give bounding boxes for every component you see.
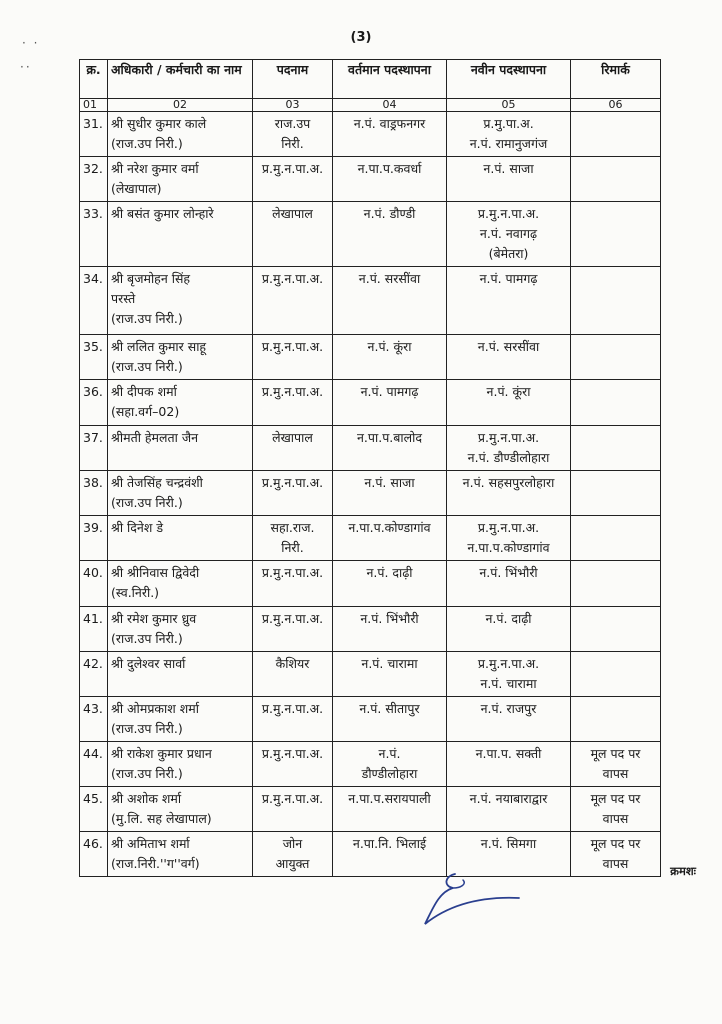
cell-current-posting-line: न.पं. कूंरा bbox=[367, 339, 412, 354]
cell-remark-line: वापस bbox=[602, 766, 629, 781]
header-designation: पदनाम bbox=[253, 60, 333, 99]
cell-new-posting bbox=[447, 652, 571, 697]
cell-designation bbox=[253, 516, 333, 561]
cell-current-posting-line: न.पं. वाड्रफनगर bbox=[353, 116, 426, 131]
cell-name-line: (मु.लि. सह लेखापाल) bbox=[111, 811, 212, 826]
cell-name-line: श्री सुधीर कुमार काले bbox=[111, 116, 207, 131]
header-remark: रिमार्क bbox=[571, 60, 661, 99]
cell-new-posting bbox=[447, 697, 571, 742]
cell-new-posting bbox=[447, 157, 571, 202]
cell-name bbox=[108, 426, 253, 471]
cell-new-posting bbox=[447, 267, 571, 335]
cell-designation-line: प्र.मु.न.पा.अ. bbox=[261, 565, 324, 580]
cell-current-posting bbox=[333, 426, 447, 471]
cell-name bbox=[108, 787, 253, 832]
scan-speck: ·· bbox=[20, 60, 32, 74]
cell-name-line: श्री अशोक शर्मा bbox=[111, 791, 182, 806]
cell-name-line: श्री अमिताभ शर्मा bbox=[111, 836, 190, 851]
cell-new-posting bbox=[447, 516, 571, 561]
cell-new-posting bbox=[447, 742, 571, 787]
cell-current-posting bbox=[333, 516, 447, 561]
cell-name bbox=[108, 516, 253, 561]
cell-new-posting bbox=[447, 112, 571, 157]
cell-designation-line: निरी. bbox=[281, 540, 304, 555]
column-number: 04 bbox=[333, 99, 447, 112]
cell-new-posting bbox=[447, 607, 571, 652]
cell-name-line: परस्ते bbox=[111, 291, 136, 306]
cell-name-line: श्री बृजमोहन सिंह bbox=[111, 271, 191, 286]
cell-serial: 33. bbox=[80, 202, 108, 267]
cell-remark bbox=[571, 267, 661, 335]
cell-designation-line: प्र.मु.न.पा.अ. bbox=[261, 384, 324, 399]
cell-name-line: (लेखापाल) bbox=[111, 181, 162, 196]
cell-serial: 41. bbox=[80, 607, 108, 652]
cell-current-posting-line: न.पं. सीतापुर bbox=[359, 701, 420, 716]
cell-remark bbox=[571, 380, 661, 426]
cell-new-posting bbox=[447, 335, 571, 380]
cell-current-posting bbox=[333, 787, 447, 832]
cell-designation-line: प्र.मु.न.पा.अ. bbox=[261, 161, 324, 176]
cell-current-posting bbox=[333, 652, 447, 697]
cell-new-posting-line: न.पा.प. सक्ती bbox=[475, 746, 542, 761]
cell-serial: 45. bbox=[80, 787, 108, 832]
table-row bbox=[80, 267, 661, 335]
cell-serial: 35. bbox=[80, 335, 108, 380]
column-number: 05 bbox=[447, 99, 571, 112]
cell-designation-line: राज.उप bbox=[274, 116, 311, 131]
cell-name-line: श्री श्रीनिवास द्विवेदी bbox=[111, 565, 200, 580]
table-row bbox=[80, 426, 661, 471]
cell-new-posting-line: न.पं. साजा bbox=[483, 161, 534, 176]
cell-new-posting-line: न.पं. सहसपुरलोहारा bbox=[462, 475, 555, 490]
table-body bbox=[80, 112, 661, 877]
cell-name-line: श्री नरेश कुमार वर्मा bbox=[111, 161, 199, 176]
cell-current-posting-line: न.पं. भिंभौरी bbox=[360, 611, 419, 626]
cell-current-posting-line: न.पा.प.बालोद bbox=[356, 430, 423, 445]
cell-new-posting bbox=[447, 380, 571, 426]
cell-current-posting-line: न.पं. साजा bbox=[364, 475, 415, 490]
table-row bbox=[80, 652, 661, 697]
cell-current-posting bbox=[333, 380, 447, 426]
cell-new-posting-line: प्र.मु.न.पा.अ. bbox=[477, 206, 540, 221]
cell-current-posting-line: न.पा.नि. भिलाई bbox=[352, 836, 427, 851]
scan-speck: · · bbox=[22, 36, 40, 50]
table-row bbox=[80, 380, 661, 426]
cell-remark bbox=[571, 742, 661, 787]
cell-new-posting-line: न.पं. चारामा bbox=[480, 676, 537, 691]
cell-name bbox=[108, 202, 253, 267]
cell-remark bbox=[571, 471, 661, 516]
header-current-posting: वर्तमान पदस्थापना bbox=[333, 60, 447, 99]
cell-name bbox=[108, 335, 253, 380]
cell-name bbox=[108, 742, 253, 787]
cell-name-line: (राज.उप निरी.) bbox=[111, 495, 183, 510]
cell-current-posting-line: न.पं. पामगढ़ bbox=[360, 384, 419, 399]
cell-new-posting bbox=[447, 561, 571, 607]
cell-remark bbox=[571, 157, 661, 202]
cell-designation-line: प्र.मु.न.पा.अ. bbox=[261, 701, 324, 716]
cell-designation bbox=[253, 652, 333, 697]
cell-remark bbox=[571, 202, 661, 267]
cell-name-line: श्री रमेश कुमार ध्रुव bbox=[111, 611, 197, 626]
cell-new-posting bbox=[447, 426, 571, 471]
cell-designation bbox=[253, 832, 333, 877]
cell-designation bbox=[253, 267, 333, 335]
cell-remark bbox=[571, 697, 661, 742]
cell-name-line: श्रीमती हेमलता जैन bbox=[111, 430, 199, 445]
continued-label: क्रमशः bbox=[670, 864, 696, 878]
table-row bbox=[80, 787, 661, 832]
cell-current-posting bbox=[333, 697, 447, 742]
cell-current-posting bbox=[333, 742, 447, 787]
cell-new-posting-line: प्र.मु.न.पा.अ. bbox=[477, 656, 540, 671]
cell-new-posting-line: (बेमेतरा) bbox=[488, 246, 529, 261]
cell-current-posting-line: न.पं. सरसींवा bbox=[358, 271, 421, 286]
cell-new-posting-line: न.पं. दाढ़ी bbox=[485, 611, 532, 626]
page-number: (3) bbox=[350, 30, 372, 45]
column-number: 03 bbox=[253, 99, 333, 112]
cell-current-posting bbox=[333, 471, 447, 516]
cell-current-posting-line: न.पं. bbox=[378, 746, 401, 761]
cell-designation bbox=[253, 112, 333, 157]
cell-name bbox=[108, 112, 253, 157]
cell-name-line: श्री दिनेश डे bbox=[111, 520, 164, 535]
cell-name bbox=[108, 652, 253, 697]
cell-remark bbox=[571, 652, 661, 697]
cell-new-posting-line: प्र.मु.न.पा.अ. bbox=[477, 430, 540, 445]
table-row bbox=[80, 471, 661, 516]
cell-remark bbox=[571, 561, 661, 607]
table-row bbox=[80, 832, 661, 877]
cell-new-posting-line: न.पं. सिमगा bbox=[480, 836, 537, 851]
cell-current-posting-line: न.पं. दाढ़ी bbox=[366, 565, 413, 580]
cell-remark bbox=[571, 112, 661, 157]
cell-current-posting-line: न.पं. डौण्डी bbox=[363, 206, 416, 221]
cell-new-posting-line: न.पं. नयाबाराद्वार bbox=[469, 791, 548, 806]
table-header-row bbox=[80, 60, 661, 99]
table-row bbox=[80, 742, 661, 787]
cell-serial: 31. bbox=[80, 112, 108, 157]
cell-name bbox=[108, 697, 253, 742]
cell-designation bbox=[253, 471, 333, 516]
cell-new-posting-line: न.पा.प.कोण्डागांव bbox=[467, 540, 550, 555]
table-row bbox=[80, 335, 661, 380]
cell-designation-line: कैशियर bbox=[275, 656, 310, 671]
cell-designation-line: लेखापाल bbox=[272, 430, 313, 445]
cell-designation bbox=[253, 787, 333, 832]
cell-designation bbox=[253, 335, 333, 380]
cell-designation bbox=[253, 157, 333, 202]
cell-new-posting-line: न.पं. कूंरा bbox=[486, 384, 531, 399]
cell-serial: 43. bbox=[80, 697, 108, 742]
cell-current-posting-line: न.पा.प.सरायपाली bbox=[348, 791, 431, 806]
cell-new-posting-line: न.पं. राजपुर bbox=[480, 701, 537, 716]
cell-current-posting bbox=[333, 157, 447, 202]
cell-name bbox=[108, 267, 253, 335]
cell-remark-line: वापस bbox=[602, 811, 629, 826]
cell-name-line: श्री ललित कुमार साहू bbox=[111, 339, 207, 354]
cell-current-posting-line: न.पं. चारामा bbox=[361, 656, 418, 671]
cell-designation-line: जोन bbox=[282, 836, 303, 851]
cell-name bbox=[108, 607, 253, 652]
table-row bbox=[80, 516, 661, 561]
cell-designation-line: लेखापाल bbox=[272, 206, 313, 221]
cell-name bbox=[108, 561, 253, 607]
column-number: 01 bbox=[80, 99, 108, 112]
table-row bbox=[80, 112, 661, 157]
cell-designation bbox=[253, 561, 333, 607]
cell-current-posting-line: न.पा.प.कवर्धा bbox=[357, 161, 422, 176]
cell-serial: 42. bbox=[80, 652, 108, 697]
cell-designation-line: प्र.मु.न.पा.अ. bbox=[261, 271, 324, 286]
cell-name bbox=[108, 471, 253, 516]
cell-serial: 46. bbox=[80, 832, 108, 877]
cell-serial: 34. bbox=[80, 267, 108, 335]
cell-designation-line: प्र.मु.न.पा.अ. bbox=[261, 791, 324, 806]
table-row bbox=[80, 697, 661, 742]
cell-current-posting bbox=[333, 335, 447, 380]
cell-designation bbox=[253, 426, 333, 471]
cell-name-line: श्री तेजसिंह चन्द्रवंशी bbox=[111, 475, 203, 490]
cell-serial: 32. bbox=[80, 157, 108, 202]
cell-designation bbox=[253, 742, 333, 787]
cell-name-line: (स्व.निरी.) bbox=[111, 585, 160, 600]
cell-remark bbox=[571, 787, 661, 832]
cell-new-posting-line: न.पं. भिंभौरी bbox=[479, 565, 538, 580]
cell-serial: 37. bbox=[80, 426, 108, 471]
cell-current-posting bbox=[333, 202, 447, 267]
transfer-table bbox=[79, 59, 661, 877]
cell-remark-line: मूल पद पर bbox=[590, 791, 641, 806]
cell-name-line: श्री राकेश कुमार प्रधान bbox=[111, 746, 212, 761]
cell-name bbox=[108, 380, 253, 426]
cell-new-posting bbox=[447, 471, 571, 516]
cell-current-posting bbox=[333, 112, 447, 157]
header-new-posting: नवीन पदस्थापना bbox=[447, 60, 571, 99]
header-serial: क्र. bbox=[80, 60, 108, 99]
cell-remark-line: मूल पद पर bbox=[590, 746, 641, 761]
cell-name-line: (राज.उप निरी.) bbox=[111, 136, 183, 151]
cell-remark bbox=[571, 426, 661, 471]
cell-new-posting-line: प्र.मु.पा.अ. bbox=[483, 116, 534, 131]
cell-new-posting-line: प्र.मु.न.पा.अ. bbox=[477, 520, 540, 535]
cell-new-posting bbox=[447, 787, 571, 832]
table-row bbox=[80, 202, 661, 267]
cell-designation-line: प्र.मु.न.पा.अ. bbox=[261, 611, 324, 626]
cell-serial: 38. bbox=[80, 471, 108, 516]
cell-remark bbox=[571, 832, 661, 877]
cell-name-line: (सहा.वर्ग–02) bbox=[111, 404, 180, 419]
table-row bbox=[80, 157, 661, 202]
table-row bbox=[80, 561, 661, 607]
cell-serial: 44. bbox=[80, 742, 108, 787]
cell-current-posting-line: डौण्डीलोहारा bbox=[361, 766, 418, 781]
cell-name-line: (राज.उप निरी.) bbox=[111, 721, 183, 736]
cell-serial: 40. bbox=[80, 561, 108, 607]
column-number: 06 bbox=[571, 99, 661, 112]
cell-current-posting bbox=[333, 561, 447, 607]
cell-new-posting bbox=[447, 202, 571, 267]
cell-new-posting-line: न.पं. डौण्डीलोहारा bbox=[467, 450, 550, 465]
cell-designation-line: प्र.मु.न.पा.अ. bbox=[261, 475, 324, 490]
cell-serial: 39. bbox=[80, 516, 108, 561]
cell-name-line: (राज.उप निरी.) bbox=[111, 359, 183, 374]
cell-designation bbox=[253, 697, 333, 742]
cell-name-line: (राज.निरी.''ग''वर्ग) bbox=[111, 856, 200, 871]
cell-designation bbox=[253, 607, 333, 652]
cell-new-posting-line: न.पं. पामगढ़ bbox=[479, 271, 538, 286]
cell-remark-line: वापस bbox=[602, 856, 629, 871]
cell-name-line: श्री दीपक शर्मा bbox=[111, 384, 177, 399]
cell-designation-line: प्र.मु.न.पा.अ. bbox=[261, 339, 324, 354]
cell-name-line: श्री ओमप्रकाश शर्मा bbox=[111, 701, 199, 716]
cell-designation-line: प्र.मु.न.पा.अ. bbox=[261, 746, 324, 761]
cell-remark-line: मूल पद पर bbox=[590, 836, 641, 851]
cell-name bbox=[108, 832, 253, 877]
cell-current-posting-line: न.पा.प.कोण्डागांव bbox=[348, 520, 431, 535]
cell-new-posting-line: न.पं. नवागढ़ bbox=[479, 226, 538, 241]
cell-designation-line: सहा.राज. bbox=[270, 520, 315, 535]
cell-designation bbox=[253, 202, 333, 267]
cell-remark bbox=[571, 335, 661, 380]
signature bbox=[415, 868, 525, 932]
cell-new-posting-line: न.पं. सरसींवा bbox=[477, 339, 540, 354]
cell-remark bbox=[571, 607, 661, 652]
cell-designation-line: निरी. bbox=[281, 136, 304, 151]
table-row bbox=[80, 607, 661, 652]
cell-name-line: (राज.उप निरी.) bbox=[111, 766, 183, 781]
cell-name-line: श्री दुलेश्वर सार्वा bbox=[111, 656, 186, 671]
cell-name bbox=[108, 157, 253, 202]
cell-remark bbox=[571, 516, 661, 561]
cell-serial: 36. bbox=[80, 380, 108, 426]
column-number-row bbox=[80, 99, 661, 112]
cell-name-line: श्री बसंत कुमार लोन्हारे bbox=[111, 206, 214, 221]
cell-new-posting-line: न.पं. रामानुजगंज bbox=[469, 136, 548, 151]
cell-designation-line: आयुक्त bbox=[275, 856, 310, 871]
cell-name-line: (राज.उप निरी.) bbox=[111, 311, 183, 326]
column-number: 02 bbox=[108, 99, 253, 112]
header-name: अधिकारी / कर्मचारी का नाम bbox=[108, 60, 253, 99]
cell-designation bbox=[253, 380, 333, 426]
cell-name-line: (राज.उप निरी.) bbox=[111, 631, 183, 646]
cell-current-posting bbox=[333, 607, 447, 652]
cell-current-posting bbox=[333, 267, 447, 335]
